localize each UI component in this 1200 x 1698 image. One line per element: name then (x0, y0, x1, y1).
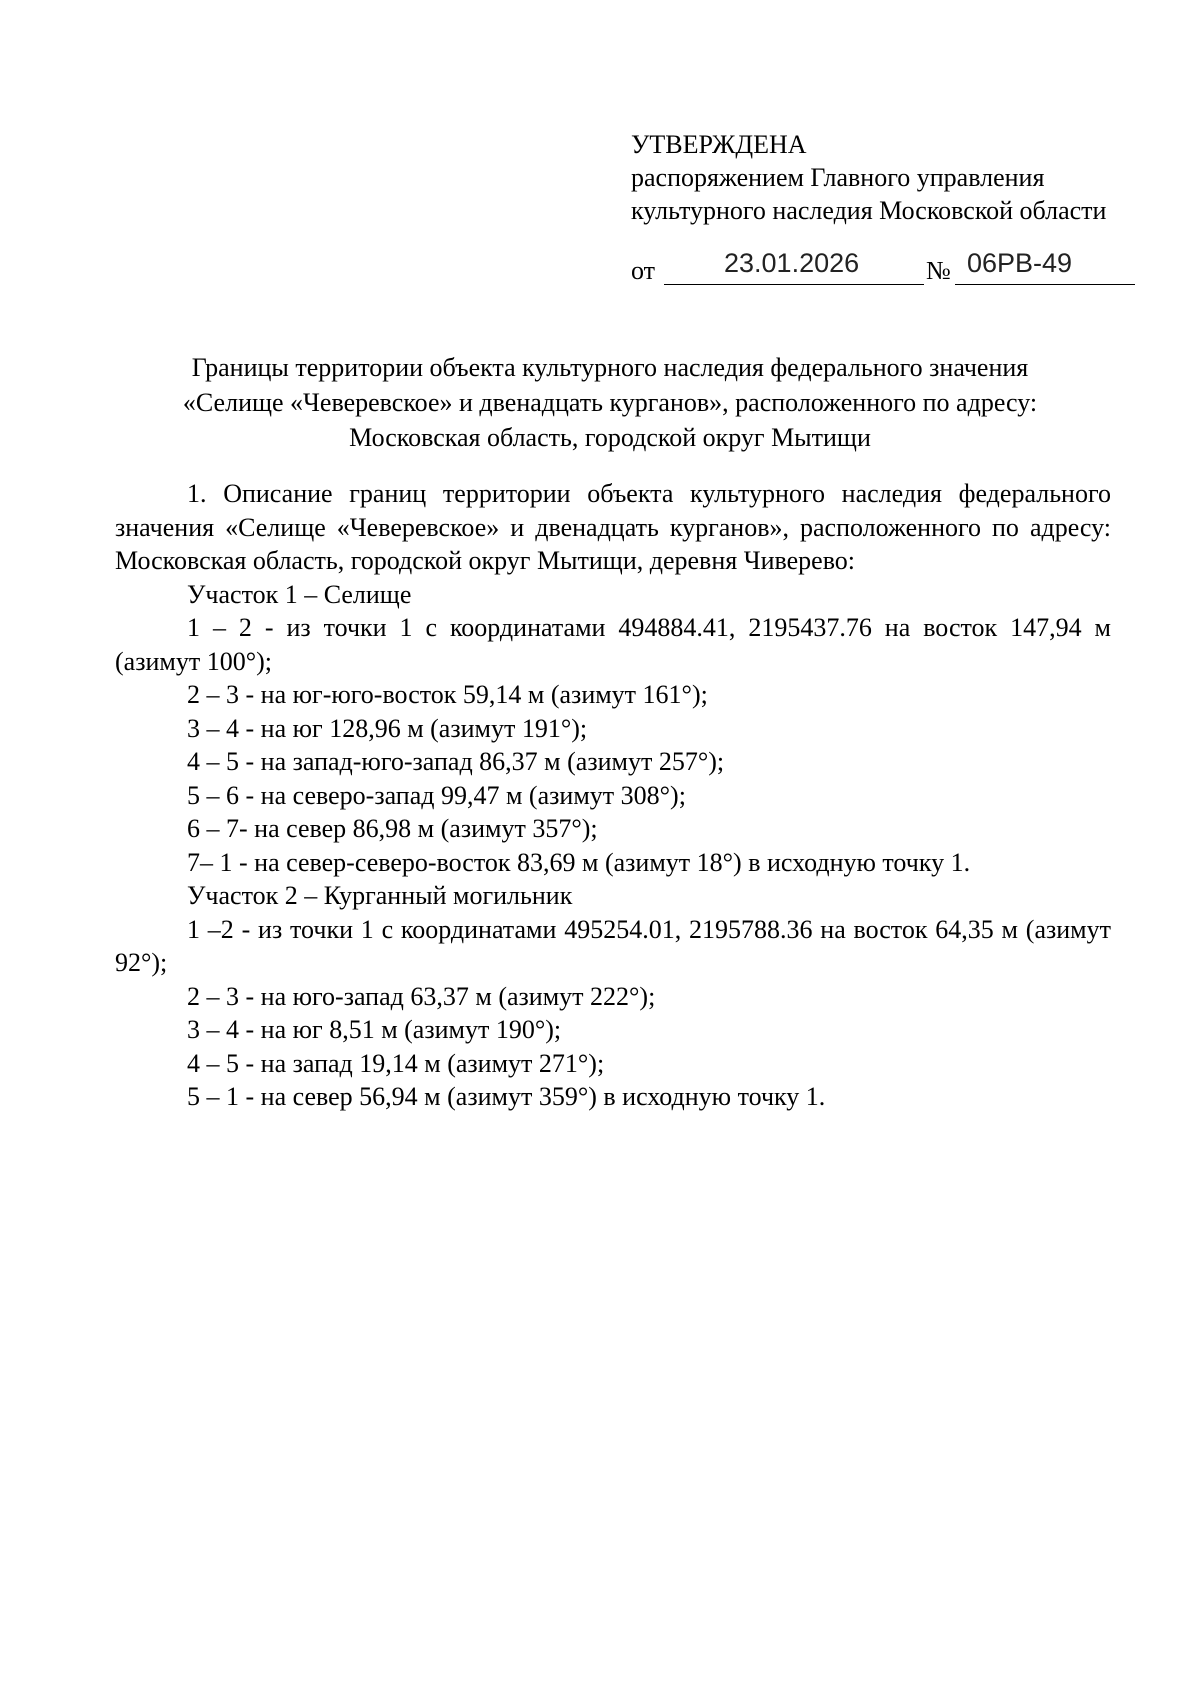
document-title (110, 350, 1110, 455)
date-prefix: от (631, 256, 656, 285)
section-2-item: 3 – 4 - на юг 8,51 м (азимут 190°); (187, 1015, 562, 1044)
section-1-item: 2 – 3 - на юг-юго-восток 59,14 м (азимут 161°); (187, 680, 708, 709)
section-1-item: 4 – 5 - на запад-юго-запад 86,37 м (азимут 257°); (187, 747, 725, 776)
number-field (955, 246, 1135, 285)
section-2-heading: Участок 2 – Курганный могильник (187, 881, 573, 910)
date-field (664, 246, 924, 285)
title-line-3: Московская область, городской округ Мытищи (349, 423, 871, 452)
intro-paragraph: 1. Описание границ территории объекта культурного наследия федерального значения «Селище «Чеверевское» и двенадцать курганов», расположенного по адресу: Московская область, городской округ Мытищи, деревня Чиверево: (115, 479, 1111, 575)
section-1-item: 7– 1 - на север-северо-восток 83,69 м (азимут 18°) в исходную точку 1. (187, 847, 971, 877)
section-2-item: 2 – 3 - на юго-запад 63,37 м (азимут 222°); (187, 981, 656, 1011)
order-date: 23.01.2026 (724, 248, 860, 278)
section-1-item: 3 – 4 - на юг 128,96 м (азимут 191°); (187, 713, 588, 743)
approval-title: УТВЕРЖДЕНА (631, 130, 807, 159)
section-2-item: 4 – 5 - на запад 19,14 м (азимут 271°); (187, 1048, 605, 1078)
section-1-item: 6 – 7- на север 86,98 м (азимут 357°); (187, 814, 598, 843)
order-date-number (631, 246, 1135, 286)
title-line-1: Границы территории объекта культурного наследия федерального значения (191, 353, 1029, 382)
section-1-item: 5 – 6 - на северо-запад 99,47 м (азимут 308°); (187, 780, 686, 810)
approval-block (631, 128, 1151, 227)
order-number: 06РВ-49 (967, 248, 1073, 278)
section-2-first-item: 1 –2 - из точки 1 с координатами 495254.01, 2195788.36 на восток 64,35 м (азимут 92°); (115, 914, 1111, 977)
title-line-2: «Селище «Чеверевское» и двенадцать курганов», расположенного по адресу: (182, 388, 1038, 417)
section-1-heading: Участок 1 – Селище (187, 579, 412, 609)
approval-line-2: культурного наследия Московской области (631, 196, 1107, 225)
number-sign: № (926, 256, 951, 285)
approval-line-1: распоряжением Главного управления (631, 163, 1045, 192)
section-1-first-item: 1 – 2 - из точки 1 с координатами 494884.41, 2195437.76 на восток 147,94 м (азимут 100°); (115, 613, 1111, 676)
document-body (115, 477, 1111, 1114)
section-2-item: 5 – 1 - на север 56,94 м (азимут 359°) в исходную точку 1. (187, 1082, 826, 1111)
